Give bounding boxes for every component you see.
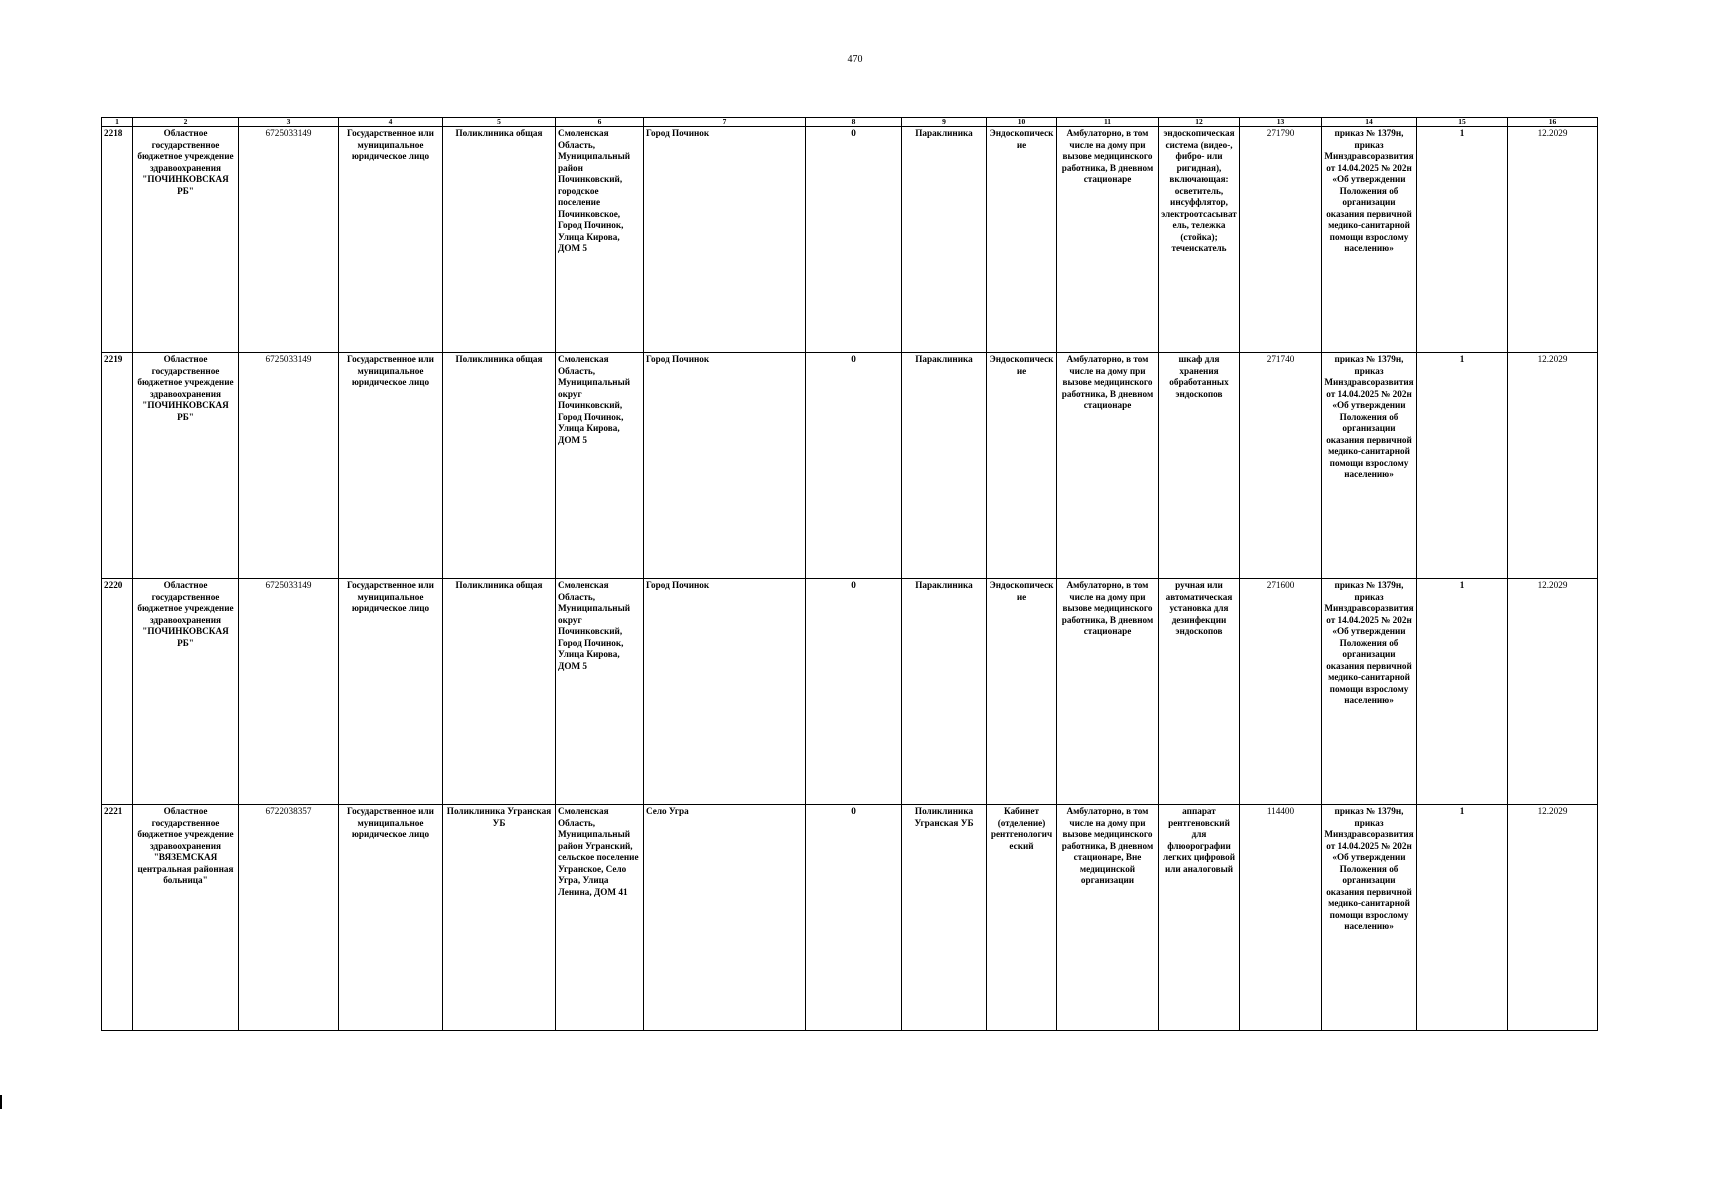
address: Смоленская Область, Муниципальный район Починковский, городское поселение Починковское, Город Починок, Улица Кирова, ДОМ 5 xyxy=(556,127,644,353)
organization-name: Областное государственное бюджетное учреждение здравоохранения "ВЯЗЕМСКАЯ центральная районная больница" xyxy=(133,805,239,1031)
table-row xyxy=(102,127,1598,353)
value-col8: 0 xyxy=(806,353,902,579)
quantity: 1 xyxy=(1417,127,1508,353)
deadline: 12.2029 xyxy=(1508,805,1598,1031)
quantity: 1 xyxy=(1417,579,1508,805)
inn: 6722038357 xyxy=(239,805,339,1031)
row-number: 2220 xyxy=(102,579,133,805)
unit: Параклиника xyxy=(902,127,987,353)
care-conditions: Амбулаторно, в том числе на дому при вызове медицинского работника, В дневном стационаре xyxy=(1057,579,1159,805)
registry-table xyxy=(101,117,1598,1031)
table-row xyxy=(102,805,1598,1031)
department: Кабинет (отделение) рентгенологический xyxy=(987,805,1057,1031)
margin-mark xyxy=(0,1095,2,1109)
column-header: 6 xyxy=(556,118,644,127)
care-conditions: Амбулаторно, в том числе на дому при вызове медицинского работника, В дневном стационаре xyxy=(1057,353,1159,579)
organization-name: Областное государственное бюджетное учреждение здравоохранения "ПОЧИНКОВСКАЯ РБ" xyxy=(133,579,239,805)
care-conditions: Амбулаторно, в том числе на дому при вызове медицинского работника, В дневном стационаре xyxy=(1057,127,1159,353)
equipment: аппарат рентгеновский для флюорографии легких цифровой или аналоговый xyxy=(1159,805,1240,1031)
address: Смоленская Область, Муниципальный округ Починковский, Город Починок, Улица Кирова, ДОМ 5 xyxy=(556,579,644,805)
department: Эндоскопические xyxy=(987,579,1057,805)
inn: 6725033149 xyxy=(239,127,339,353)
column-header: 13 xyxy=(1240,118,1322,127)
unit: Параклиника xyxy=(902,579,987,805)
value-col8: 0 xyxy=(806,579,902,805)
column-header: 16 xyxy=(1508,118,1598,127)
table-row xyxy=(102,579,1598,805)
row-number: 2219 xyxy=(102,353,133,579)
column-header: 7 xyxy=(644,118,806,127)
regulation: приказ № 1379н, приказ Минздравсоразвития от 14.04.2025 № 202н «Об утверждении Положения об организации оказания первичной медико-санитарной помощи взрослому населению» xyxy=(1322,579,1417,805)
address: Смоленская Область, Муниципальный округ Починковский, Город Починок, Улица Кирова, ДОМ 5 xyxy=(556,353,644,579)
locality: Город Починок xyxy=(644,127,806,353)
row-number: 2218 xyxy=(102,127,133,353)
unit: Поликлиника Угранская УБ xyxy=(902,805,987,1031)
unit: Параклиника xyxy=(902,353,987,579)
column-header: 8 xyxy=(806,118,902,127)
inn: 6725033149 xyxy=(239,353,339,579)
legal-form: Государственное или муниципальное юридическое лицо xyxy=(339,579,443,805)
equipment: эндоскопическая система (видео-, фибро- или ригидная), включающая: осветитель, инсуффлятор, электроотсасыватель, тележка (стойка); течеискатель xyxy=(1159,127,1240,353)
column-header: 9 xyxy=(902,118,987,127)
department: Эндоскопические xyxy=(987,127,1057,353)
equipment-code: 271790 xyxy=(1240,127,1322,353)
column-header: 11 xyxy=(1057,118,1159,127)
row-number: 2221 xyxy=(102,805,133,1031)
legal-form: Государственное или муниципальное юридическое лицо xyxy=(339,127,443,353)
deadline: 12.2029 xyxy=(1508,353,1598,579)
column-header: 15 xyxy=(1417,118,1508,127)
equipment-code: 271600 xyxy=(1240,579,1322,805)
facility-type: Поликлиника общая xyxy=(443,353,556,579)
deadline: 12.2029 xyxy=(1508,579,1598,805)
column-header: 14 xyxy=(1322,118,1417,127)
page-number: 470 xyxy=(847,54,863,65)
facility-type: Поликлиника общая xyxy=(443,579,556,805)
legal-form: Государственное или муниципальное юридическое лицо xyxy=(339,805,443,1031)
inn: 6725033149 xyxy=(239,579,339,805)
locality: Село Угра xyxy=(644,805,806,1031)
regulation: приказ № 1379н, приказ Минздравсоразвития от 14.04.2025 № 202н «Об утверждении Положения об организации оказания первичной медико-санитарной помощи взрослому населению» xyxy=(1322,353,1417,579)
equipment: шкаф для хранения обработанных эндоскопов xyxy=(1159,353,1240,579)
locality: Город Починок xyxy=(644,579,806,805)
organization-name: Областное государственное бюджетное учреждение здравоохранения "ПОЧИНКОВСКАЯ РБ" xyxy=(133,127,239,353)
legal-form: Государственное или муниципальное юридическое лицо xyxy=(339,353,443,579)
facility-type: Поликлиника общая xyxy=(443,127,556,353)
care-conditions: Амбулаторно, в том числе на дому при вызове медицинского работника, В дневном стационаре, Вне медицинской организации xyxy=(1057,805,1159,1031)
column-header: 10 xyxy=(987,118,1057,127)
table-row xyxy=(102,353,1598,579)
value-col8: 0 xyxy=(806,805,902,1031)
quantity: 1 xyxy=(1417,353,1508,579)
column-header: 3 xyxy=(239,118,339,127)
column-number-row xyxy=(102,118,1598,127)
department: Эндоскопические xyxy=(987,353,1057,579)
column-header: 2 xyxy=(133,118,239,127)
regulation: приказ № 1379н, приказ Минздравсоразвития от 14.04.2025 № 202н «Об утверждении Положения об организации оказания первичной медико-санитарной помощи взрослому населению» xyxy=(1322,127,1417,353)
equipment-code: 271740 xyxy=(1240,353,1322,579)
organization-name: Областное государственное бюджетное учреждение здравоохранения "ПОЧИНКОВСКАЯ РБ" xyxy=(133,353,239,579)
column-header: 12 xyxy=(1159,118,1240,127)
equipment: ручная или автоматическая установка для дезинфекции эндоскопов xyxy=(1159,579,1240,805)
column-header: 4 xyxy=(339,118,443,127)
locality: Город Починок xyxy=(644,353,806,579)
equipment-code: 114400 xyxy=(1240,805,1322,1031)
address: Смоленская Область, Муниципальный район Угранский, сельское поселение Угранское, Село Угра, Улица Ленина, ДОМ 41 xyxy=(556,805,644,1031)
column-header: 1 xyxy=(102,118,133,127)
facility-type: Поликлиника Угранская УБ xyxy=(443,805,556,1031)
deadline: 12.2029 xyxy=(1508,127,1598,353)
value-col8: 0 xyxy=(806,127,902,353)
regulation: приказ № 1379н, приказ Минздравсоразвития от 14.04.2025 № 202н «Об утверждении Положения об организации оказания первичной медико-санитарной помощи взрослому населению» xyxy=(1322,805,1417,1031)
quantity: 1 xyxy=(1417,805,1508,1031)
column-header: 5 xyxy=(443,118,556,127)
